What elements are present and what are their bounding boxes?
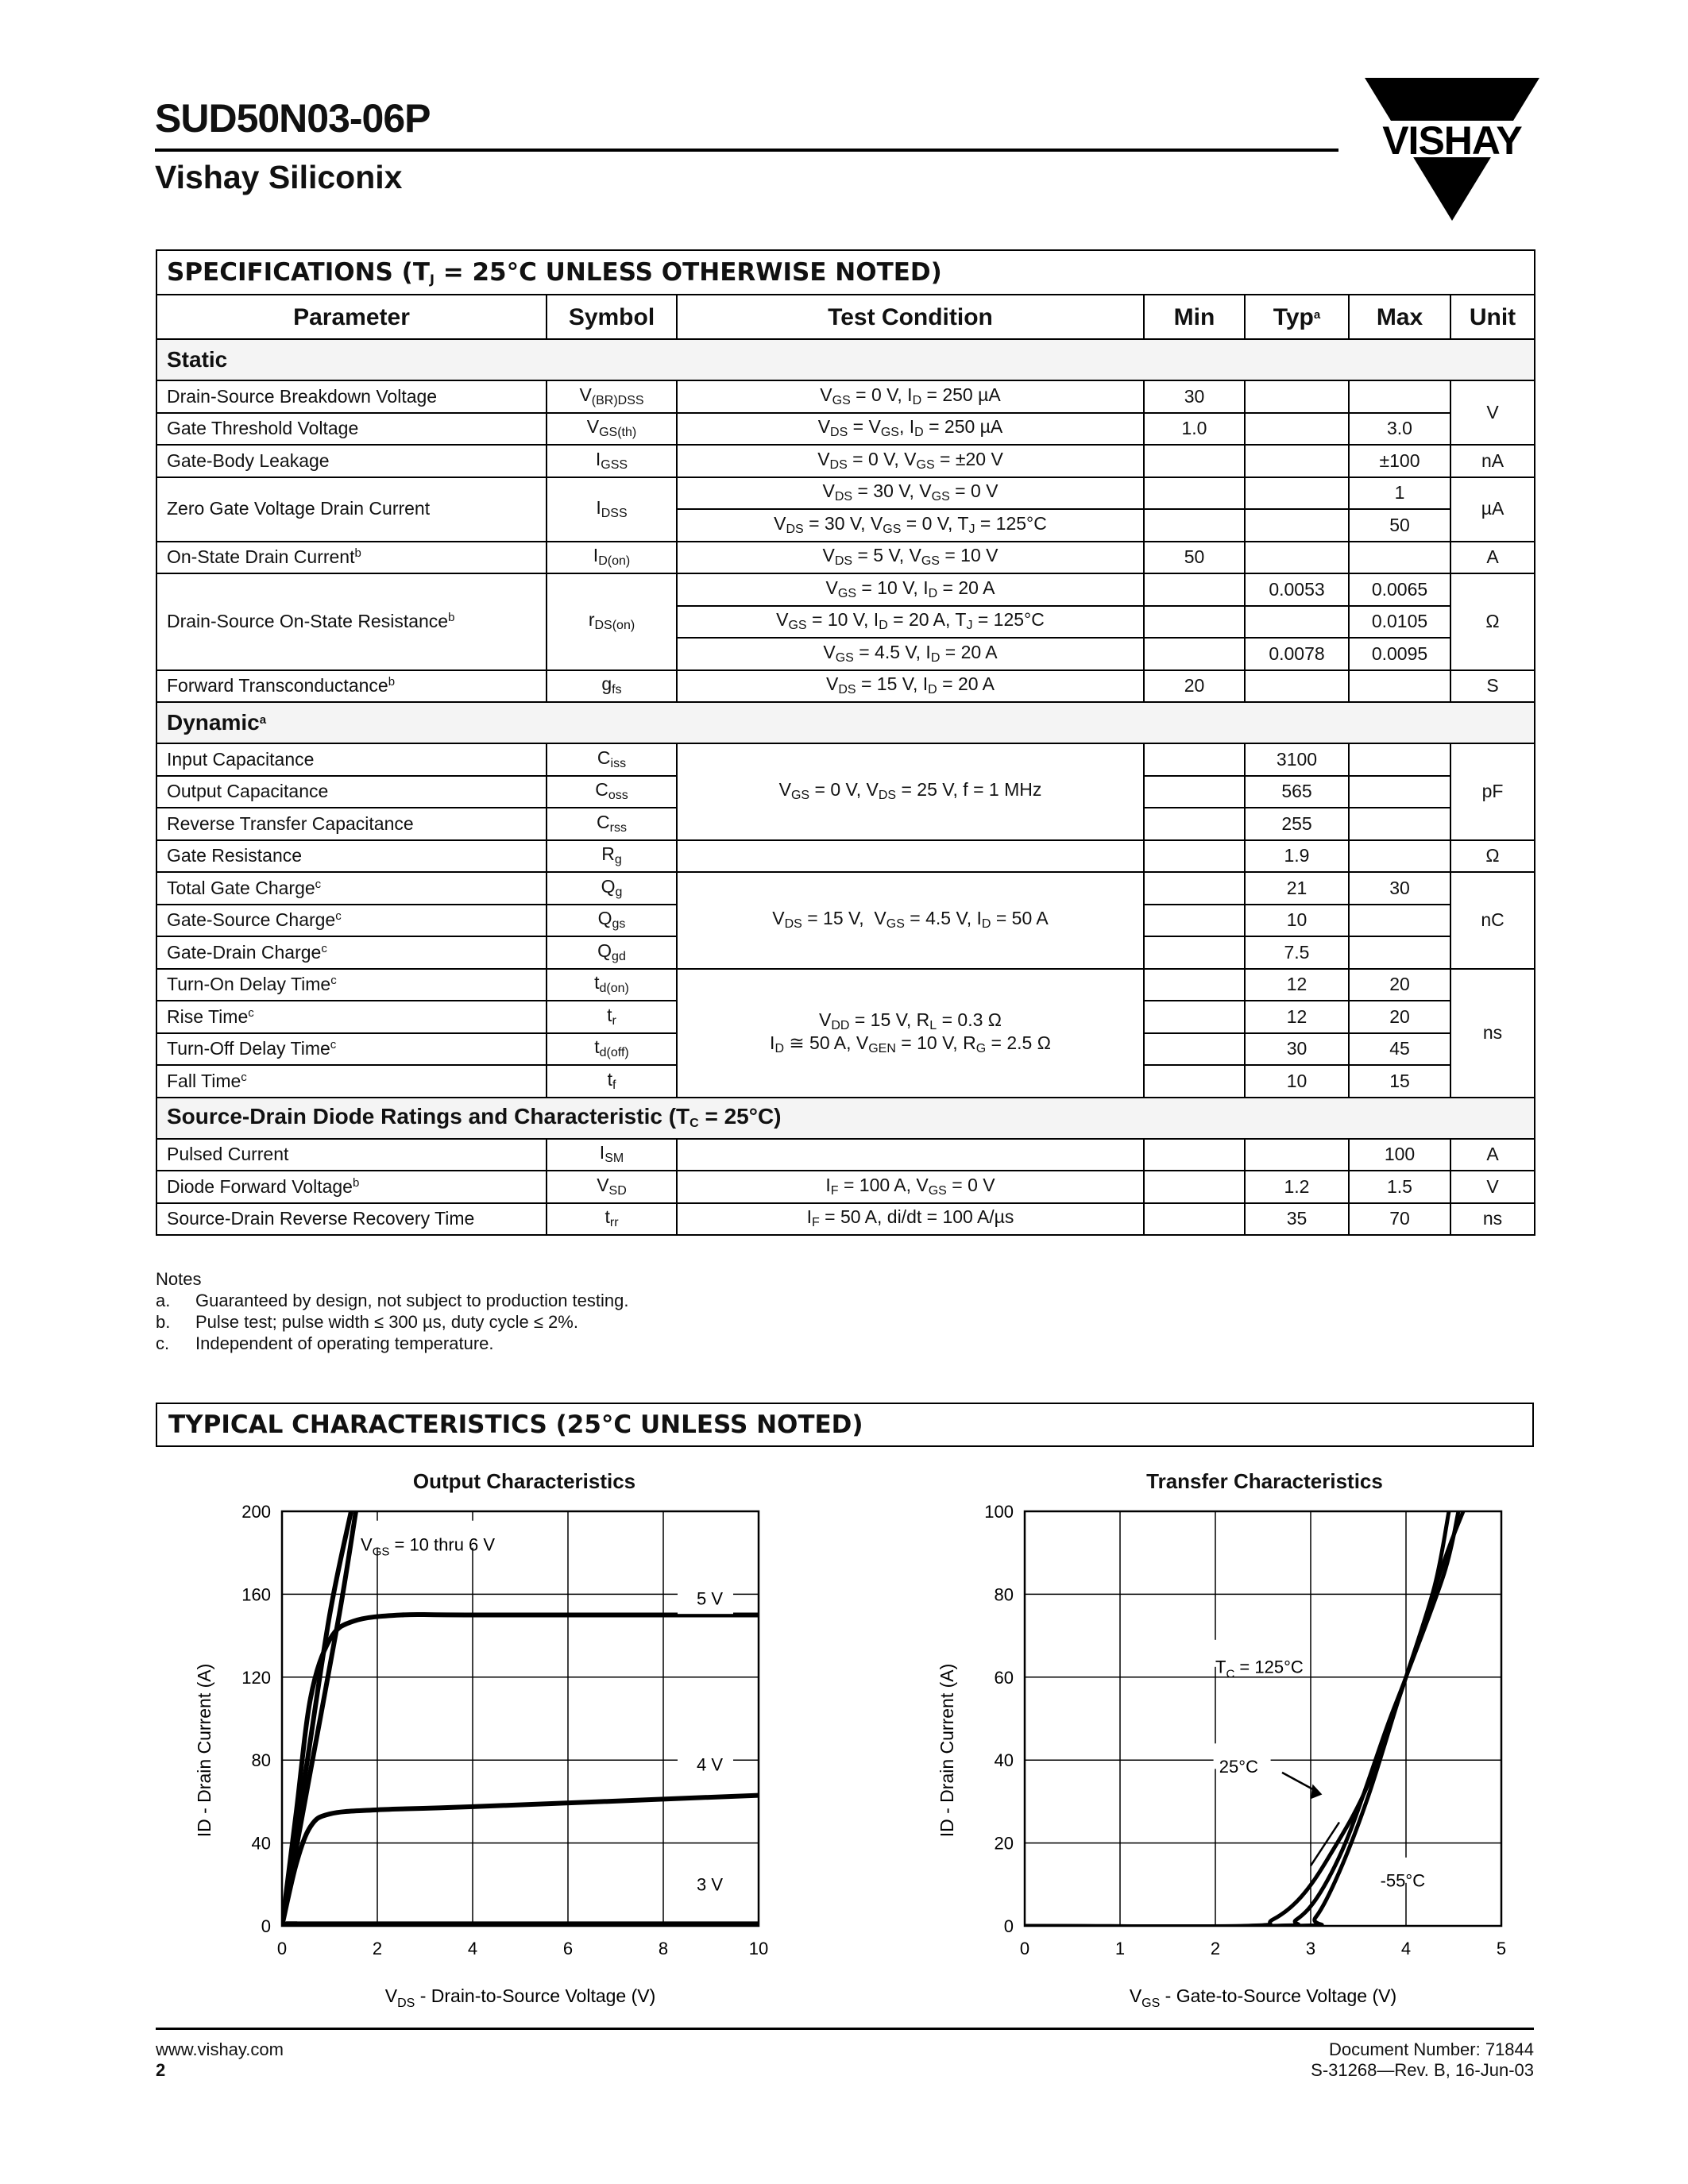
output-characteristics-chart [155, 1493, 790, 2010]
annotation-arrowhead [1311, 1784, 1322, 1799]
table-row: Fall Time$^c$ $t_f$ 10 15 [156, 1065, 1535, 1098]
note-b: b. Pulse test; pulse width ≤ 300 µs, duty cycle ≤ 2%. [156, 1312, 578, 1332]
y-tick-label: 80 [994, 1584, 1014, 1605]
table-row: Zero Gate Voltage Drain Current $I_{DSS}$ $V_{DS} = 30$ V, $V_{GS} = 0$ V 1 µA [156, 477, 1535, 510]
series-line [282, 1924, 759, 1926]
col-unit: Unit [1450, 295, 1535, 339]
notes-heading: Notes [156, 1269, 202, 1289]
table-row: $V_{GS} = 10$ V, $I_D = 20$ A, $T_J = 125^\circ C$ 0.0105 [156, 606, 1535, 639]
y-tick-label: 40 [251, 1833, 271, 1854]
col-typ: Typ$^a$ [1245, 295, 1349, 339]
notes [156, 1268, 628, 1354]
table-row: Input Capacitance $C_{iss}$ $V_{GS} = 0$ V, $V_{DS} = 25$ V, f = 1 MHz 3100 pF [156, 743, 1535, 776]
annotation-minus55c: -55°C [1380, 1870, 1426, 1891]
table-row: On-State Drain Current$^b$ $I_{D(on)}$ $V_{DS} = 5$ V, $V_{GS} = 10$ V 50 A [156, 542, 1535, 574]
header-rule [155, 149, 1338, 152]
x-tick-label: 5 [1496, 1939, 1507, 1958]
y-axis-label: ID - Drain Current (A) [194, 1663, 214, 1838]
note-c: c. Independent of operating temperature. [156, 1333, 494, 1353]
part-number: SUD50N03-06P [155, 96, 431, 141]
y-tick-label: 0 [1003, 1916, 1014, 1936]
note-a: a. Guaranteed by design, not subject to production testing. [156, 1291, 629, 1310]
y-tick-label: 100 [984, 1502, 1014, 1522]
series-line [282, 1511, 356, 1926]
x-tick-label: 0 [276, 1939, 288, 1958]
table-row: $V_{GS} = 4.5$ V, $I_D = 20$ A 0.0078 0.0095 [156, 638, 1535, 670]
annotation-5v: 5 V [697, 1588, 724, 1609]
x-tick-label: 8 [658, 1939, 669, 1958]
plot-frame [282, 1511, 759, 1926]
x-tick-label: 10 [748, 1939, 769, 1958]
section-dynamic: Dynamic$^a$ [156, 702, 1535, 743]
y-tick-label: 60 [994, 1667, 1014, 1688]
annotation-25c: 25°C [1219, 1756, 1258, 1777]
annotation-3v: 3 V [697, 1874, 724, 1895]
x-axis-label: $V_{DS}$ - Drain-to-Source Voltage (V) [384, 1985, 656, 2010]
page-number: 2 [156, 2060, 166, 2080]
table-row: Turn-Off Delay Time$^c$ $t_{d(off)}$ 30 45 [156, 1033, 1535, 1066]
logo-text: VISHAY [1382, 118, 1522, 163]
x-tick-label: 6 [562, 1939, 574, 1958]
table-row: $V_{DS} = 30$ V, $V_{GS} = 0$ V, $T_J = 125^\circ C$ 50 [156, 509, 1535, 542]
table-row: Drain-Source On-State Resistance$^b$ $r_{DS(on)}$ $V_{GS} = 10$ V, $I_D = 20$ A 0.0053 0.0065 Ω [156, 573, 1535, 606]
table-row: Total Gate Charge$^c$ $Q_g$ $V_{DS} = 15$ V, $V_{GS} = 4.5$ V, $I_D = 50$ A 21 30 nC [156, 872, 1535, 905]
table-row: Drain-Source Breakdown Voltage $V_{(BR)DSS}$ $V_{GS} = 0$ V, $I_D = 250$ µA 30 V [156, 380, 1535, 413]
footer-revision: S-31268—Rev. B, 16-Jun-03 [1311, 2060, 1534, 2080]
y-tick-label: 40 [994, 1750, 1014, 1771]
annotation-125c: $T_C = 125^\circ C$ [1215, 1657, 1304, 1681]
x-tick-label: 1 [1114, 1939, 1126, 1958]
col-max: Max [1349, 295, 1450, 339]
y-tick-label: 160 [241, 1584, 271, 1605]
table-row: Gate Threshold Voltage $V_{GS(th)}$ $V_{DS} = V_{GS}$, $I_D = 250$ µA 1.0 3.0 [156, 413, 1535, 446]
annotation-vgs: $V_{GS} = 10$ thru 6 V [361, 1534, 496, 1559]
y-tick-label: 20 [994, 1833, 1014, 1854]
series-line [282, 1796, 759, 1926]
table-row: Reverse Transfer Capacitance $C_{rss}$ 255 [156, 808, 1535, 840]
table-row: Diode Forward Voltage$^b$ $V_{SD}$ $I_F = 100$ A, $V_{GS} = 0$ V 1.2 1.5 V [156, 1171, 1535, 1203]
specifications-table [156, 249, 1535, 1236]
y-tick-label: 120 [241, 1667, 271, 1688]
col-symbol: Symbol [547, 295, 677, 339]
table-row: Gate-Source Charge$^c$ $Q_{gs}$ 10 [156, 905, 1535, 937]
specifications-title: SPECIFICATIONS ($T_J = 25^\circ C$ UNLESS OTHERWISE NOTED) [156, 250, 1535, 295]
table-row: Rise Time$^c$ $t_r$ 12 20 [156, 1001, 1535, 1033]
x-tick-label: 2 [372, 1939, 383, 1958]
x-tick-label: 3 [1305, 1939, 1316, 1958]
transfer-characteristics-chart [898, 1493, 1533, 2010]
footer-doc-number: Document Number: 71844 [1328, 2039, 1534, 2059]
y-tick-label: 80 [251, 1750, 271, 1771]
table-header-row [156, 295, 1535, 339]
x-axis-label: $V_{GS}$ - Gate-to-Source Voltage (V) [1129, 1985, 1397, 2010]
table-row: Gate-Drain Charge$^c$ $Q_{gd}$ 7.5 [156, 936, 1535, 969]
footer-website[interactable]: www.vishay.com [156, 2039, 284, 2059]
transfer-chart-title: Transfer Characteristics [1146, 1469, 1383, 1493]
footer-rule [156, 2028, 1534, 2030]
output-chart-title: Output Characteristics [412, 1469, 636, 1493]
annotation-4v: 4 V [697, 1754, 724, 1775]
table-row: Turn-On Delay Time$^c$ $t_{d(on)}$ $V_{DD} = 15$ V, $R_L = 0.3$ Ω $I_D$ ≅ 50 A, $V_{GEN} = 10$ V, $R_G = 2.5$ Ω 12 20 ns [156, 969, 1535, 1001]
table-row: Gate-Body Leakage $I_{GSS}$ $V_{DS} = 0$ V, $V_{GS} = \pm 20$ V ±100 nA [156, 445, 1535, 477]
y-tick-label: 200 [241, 1502, 271, 1522]
col-parameter: Parameter [156, 295, 547, 339]
table-row: Pulsed Current $I_{SM}$ 100 A [156, 1139, 1535, 1171]
table-row: Output Capacitance $C_{oss}$ 565 [156, 776, 1535, 808]
col-min: Min [1144, 295, 1245, 339]
col-test-condition: Test Condition [677, 295, 1144, 339]
vishay-logo [1365, 78, 1539, 222]
x-tick-label: 4 [1400, 1939, 1412, 1958]
company-name: Vishay Siliconix [155, 159, 403, 195]
x-tick-label: 0 [1019, 1939, 1030, 1958]
typical-characteristics-title: TYPICAL CHARACTERISTICS (25°C UNLESS NOTED) [156, 1403, 1534, 1447]
table-row: Forward Transconductance$^b$ $g_{fs}$ $V_{DS} = 15$ V, $I_D = 20$ A 20 S [156, 670, 1535, 703]
section-source-drain: Source-Drain Diode Ratings and Characteristic $(T_C = 25^\circ C)$ [156, 1098, 1535, 1139]
x-tick-label: 4 [467, 1939, 478, 1958]
y-tick-label: 0 [261, 1916, 271, 1936]
table-row: Source-Drain Reverse Recovery Time $t_{rr}$ $I_F = 50$ A, di/dt = 100 A/µs 35 70 ns [156, 1203, 1535, 1236]
y-axis-label: ID - Drain Current (A) [937, 1663, 957, 1838]
section-static: Static [156, 339, 1535, 380]
table-row: Gate Resistance $R_g$ 1.9 Ω [156, 840, 1535, 873]
x-tick-label: 2 [1210, 1939, 1221, 1958]
